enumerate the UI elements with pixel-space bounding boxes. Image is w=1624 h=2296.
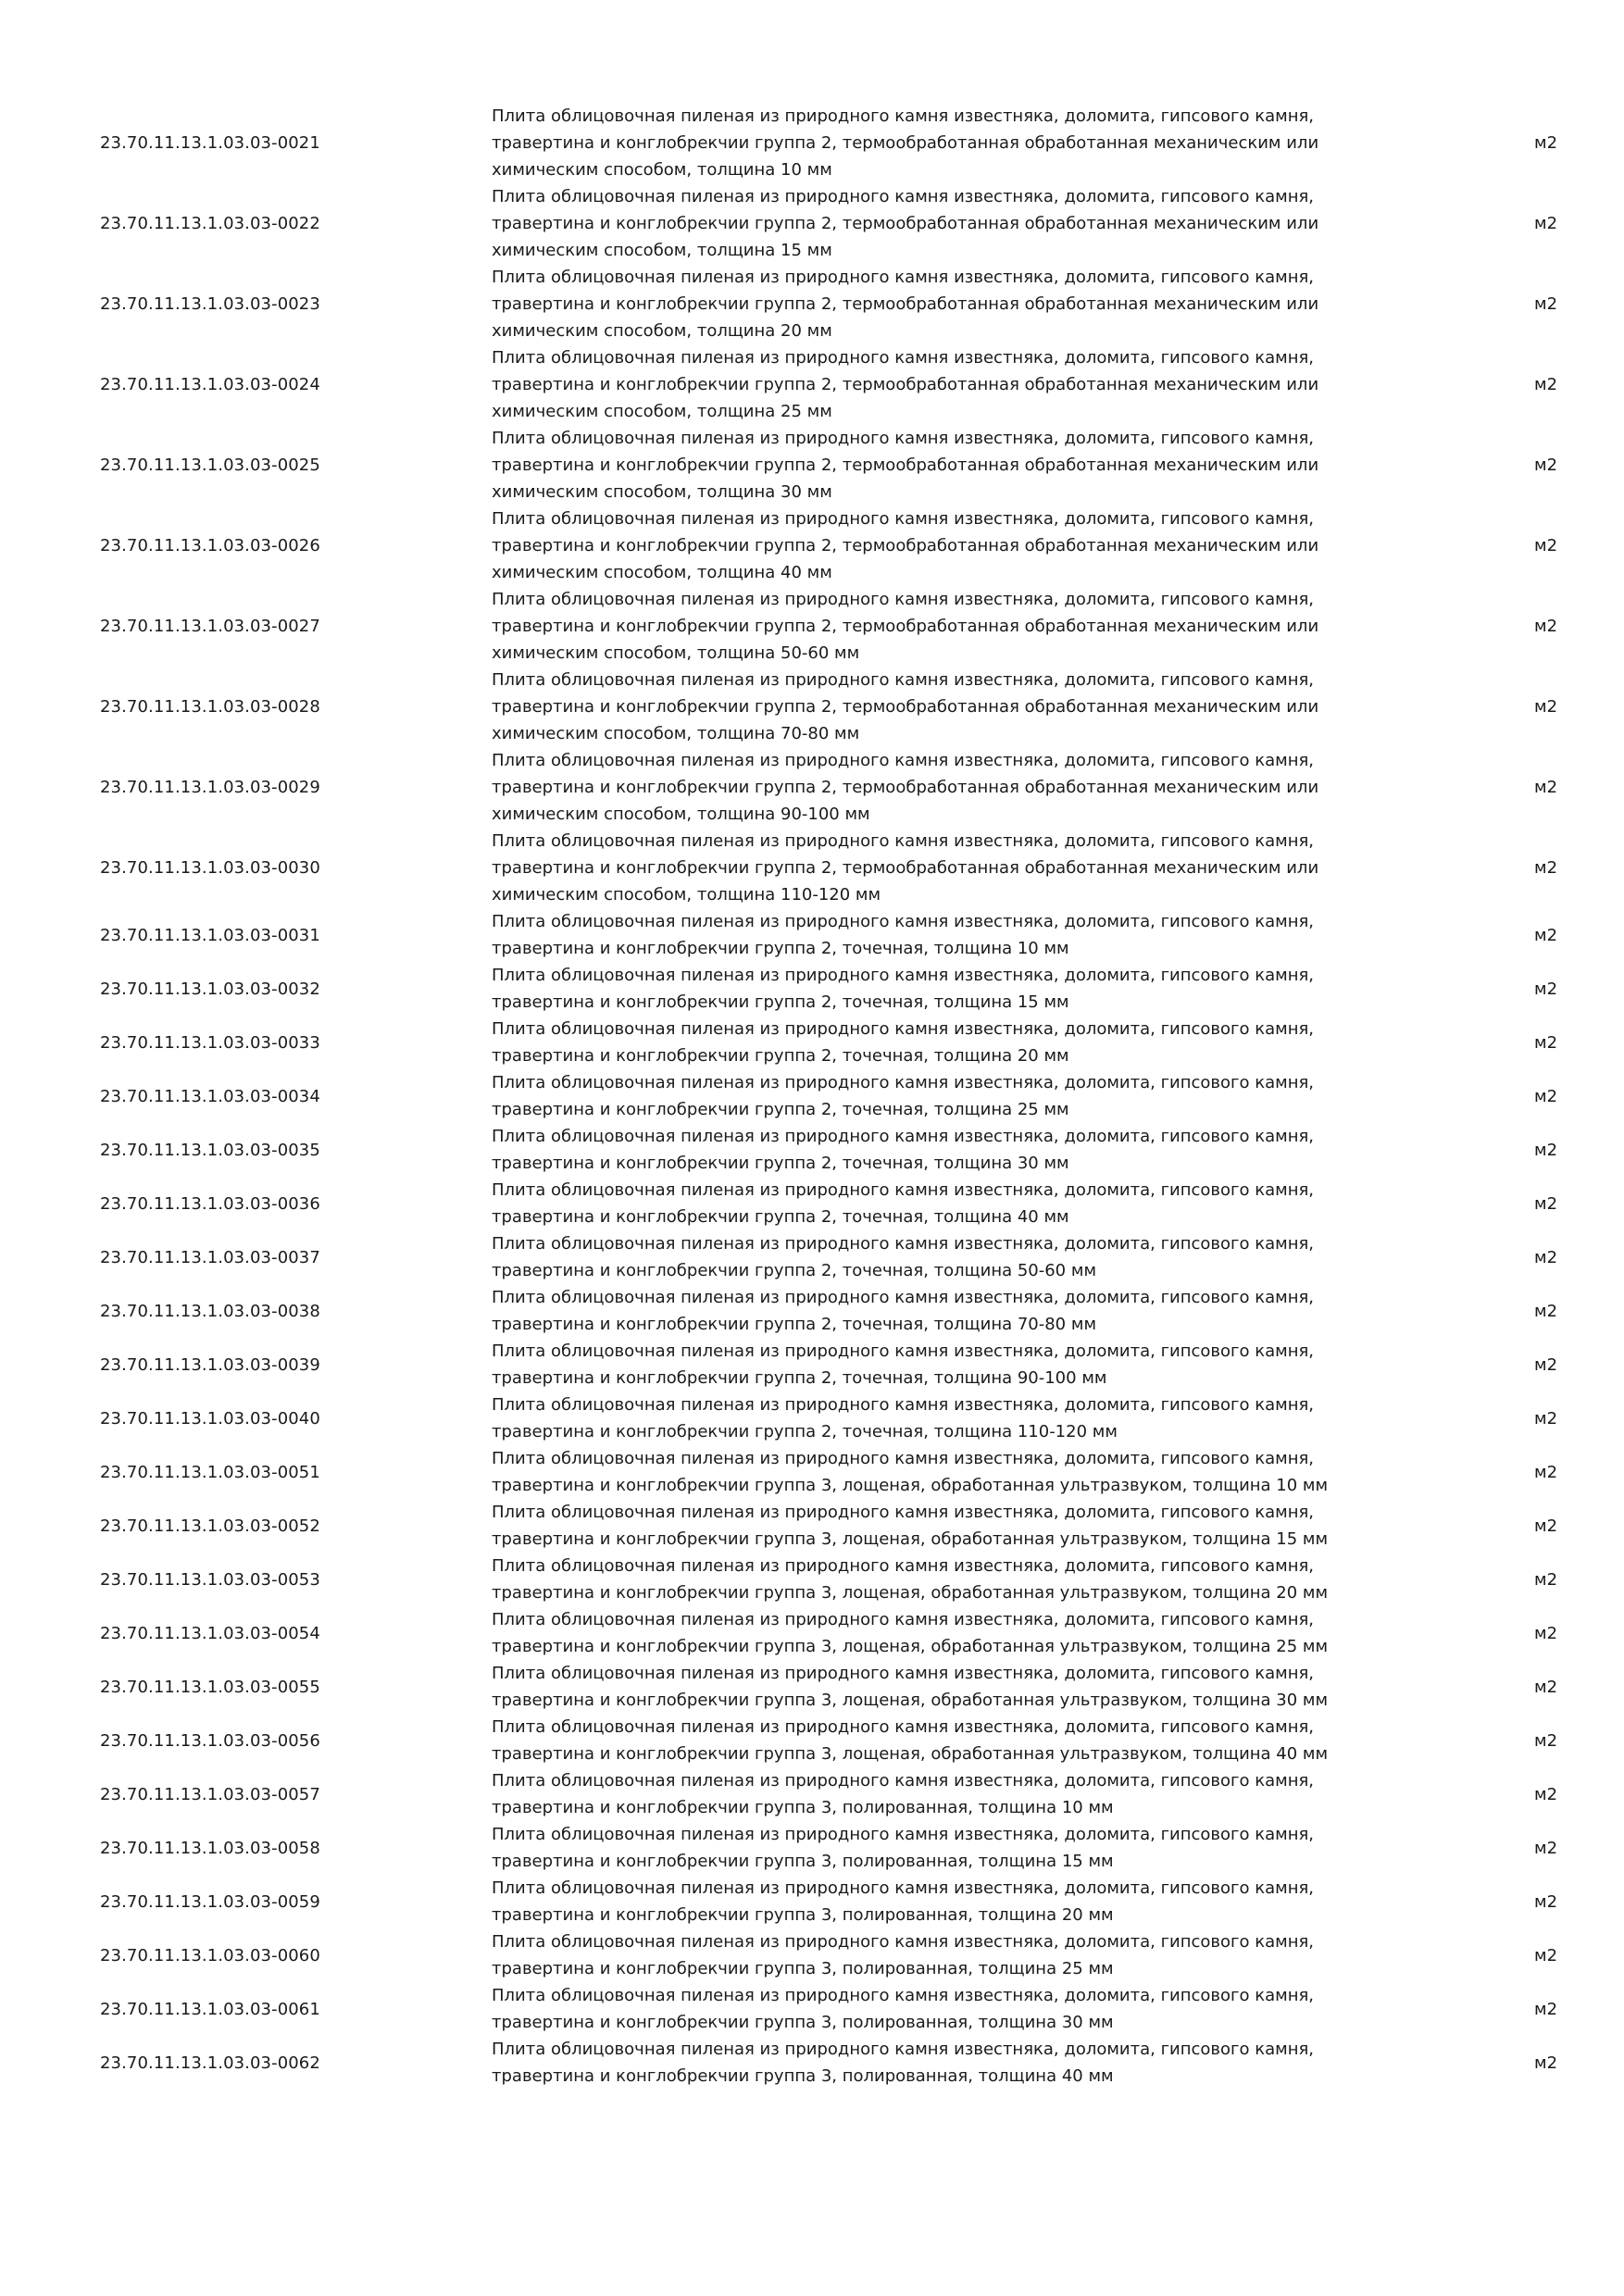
resource-code: 23.70.11.13.1.03.03-0024 <box>100 375 320 394</box>
description-line: травертина и конглобрекчии группа 3, полированная, толщина 40 мм <box>492 2066 1114 2086</box>
description-line: травертина и конглобрекчии группа 2, точечная, толщина 30 мм <box>492 1154 1069 1173</box>
table-row <box>0 1123 1624 1177</box>
description-line: Плита облицовочная пиленая из природного камня известняка, доломита, гипсового камня, <box>492 1556 1315 1576</box>
resource-description <box>492 183 1418 264</box>
resource-code: 23.70.11.13.1.03.03-0054 <box>100 1623 320 1643</box>
resource-description <box>492 425 1418 505</box>
resource-description <box>492 586 1418 667</box>
description-line: травертина и конглобрекчии группа 2, термообработанная обработанная механическим или <box>492 214 1319 233</box>
resource-description <box>492 747 1418 828</box>
resource-description <box>492 2036 1418 2090</box>
description-line: травертина и конглобрекчии группа 2, точечная, толщина 110-120 мм <box>492 1422 1118 1441</box>
description-line: Плита облицовочная пиленая из природного камня известняка, доломита, гипсового камня, <box>492 831 1315 851</box>
resource-code: 23.70.11.13.1.03.03-0029 <box>100 778 320 797</box>
resource-description <box>492 1606 1418 1660</box>
description-line: Плита облицовочная пиленая из природного камня известняка, доломита, гипсового камня, <box>492 187 1315 206</box>
description-line: травертина и конглобрекчии группа 2, термообработанная обработанная механическим или <box>492 697 1319 717</box>
resource-code: 23.70.11.13.1.03.03-0061 <box>100 1999 320 2019</box>
description-line: травертина и конглобрекчии группа 2, точечная, толщина 15 мм <box>492 992 1069 1012</box>
resource-code: 23.70.11.13.1.03.03-0023 <box>100 294 320 314</box>
resource-description <box>492 1875 1418 1928</box>
description-line: травертина и конглобрекчии группа 2, термообработанная обработанная механическим или <box>492 536 1319 555</box>
resource-code: 23.70.11.13.1.03.03-0022 <box>100 214 320 233</box>
table-row <box>0 1177 1624 1230</box>
unit-of-measure: м2 <box>1534 1301 1558 1321</box>
resource-description <box>492 908 1418 962</box>
resource-code: 23.70.11.13.1.03.03-0055 <box>100 1677 320 1697</box>
table-row <box>0 264 1624 344</box>
description-line: травертина и конглобрекчии группа 2, термообработанная обработанная механическим или <box>492 375 1319 394</box>
description-line: травертина и конглобрекчии группа 2, точечная, толщина 70-80 мм <box>492 1315 1097 1334</box>
unit-of-measure: м2 <box>1534 979 1558 999</box>
table-row <box>0 908 1624 962</box>
description-line: травертина и конглобрекчии группа 3, лощеная, обработанная ультразвуком, толщина 40 мм <box>492 1744 1329 1764</box>
unit-of-measure: м2 <box>1534 1623 1558 1643</box>
resource-description <box>492 1660 1418 1714</box>
resource-code: 23.70.11.13.1.03.03-0038 <box>100 1301 320 1321</box>
table-row <box>0 1553 1624 1606</box>
table-row <box>0 1660 1624 1714</box>
resource-description <box>492 1391 1418 1445</box>
unit-of-measure: м2 <box>1534 1086 1558 1106</box>
table-row <box>0 1714 1624 1767</box>
description-line: Плита облицовочная пиленая из природного камня известняка, доломита, гипсового камня, <box>492 966 1315 985</box>
description-line: Плита облицовочная пиленая из природного камня известняка, доломита, гипсового камня, <box>492 1771 1315 1791</box>
resource-code: 23.70.11.13.1.03.03-0028 <box>100 697 320 717</box>
description-line: Плита облицовочная пиленая из природного камня известняка, доломита, гипсового камня, <box>492 2040 1315 2059</box>
resource-description <box>492 344 1418 425</box>
description-line: Плита облицовочная пиленая из природного камня известняка, доломита, гипсового камня, <box>492 912 1315 931</box>
unit-of-measure: м2 <box>1534 1945 1558 1965</box>
description-line: травертина и конглобрекчии группа 3, лощеная, обработанная ультразвуком, толщина 10 мм <box>492 1476 1329 1495</box>
resource-code: 23.70.11.13.1.03.03-0057 <box>100 1784 320 1804</box>
resource-description <box>492 1069 1418 1123</box>
description-line: Плита облицовочная пиленая из природного камня известняка, доломита, гипсового камня, <box>492 1180 1315 1200</box>
unit-of-measure: м2 <box>1534 2053 1558 2073</box>
table-row <box>0 1982 1624 2036</box>
table-row <box>0 183 1624 264</box>
resource-description <box>492 1499 1418 1553</box>
description-line: травертина и конглобрекчии группа 2, термообработанная обработанная механическим или <box>492 455 1319 475</box>
resource-code: 23.70.11.13.1.03.03-0052 <box>100 1516 320 1536</box>
table-row <box>0 103 1624 183</box>
resource-code: 23.70.11.13.1.03.03-0031 <box>100 925 320 945</box>
resource-code: 23.70.11.13.1.03.03-0039 <box>100 1354 320 1375</box>
table-row <box>0 1928 1624 1982</box>
description-line: травертина и конглобрекчии группа 3, полированная, толщина 25 мм <box>492 1959 1114 1978</box>
resource-code: 23.70.11.13.1.03.03-0032 <box>100 979 320 999</box>
resource-code: 23.70.11.13.1.03.03-0027 <box>100 617 320 636</box>
unit-of-measure: м2 <box>1534 1569 1558 1590</box>
description-line: травертина и конглобрекчии группа 2, термообработанная обработанная механическим или <box>492 294 1319 314</box>
unit-of-measure: м2 <box>1534 925 1558 945</box>
description-line: Плита облицовочная пиленая из природного камня известняка, доломита, гипсового камня, <box>492 1395 1315 1415</box>
resource-description <box>492 962 1418 1016</box>
description-line: Плита облицовочная пиленая из природного камня известняка, доломита, гипсового камня, <box>492 1664 1315 1683</box>
description-line: травертина и конглобрекчии группа 2, термообработанная обработанная механическим или <box>492 778 1319 797</box>
description-line: Плита облицовочная пиленая из природного камня известняка, доломита, гипсового камня, <box>492 1288 1315 1307</box>
table-row <box>0 344 1624 425</box>
unit-of-measure: м2 <box>1534 1408 1558 1429</box>
description-line: химическим способом, толщина 70-80 мм <box>492 724 860 743</box>
description-line: Плита облицовочная пиленая из природного камня известняка, доломита, гипсового камня, <box>492 348 1315 368</box>
description-line: травертина и конглобрекчии группа 2, термообработанная обработанная механическим или <box>492 133 1319 153</box>
description-line: Плита облицовочная пиленая из природного камня известняка, доломита, гипсового камня, <box>492 1341 1315 1361</box>
description-line: травертина и конглобрекчии группа 2, точечная, толщина 25 мм <box>492 1100 1069 1119</box>
unit-of-measure: м2 <box>1534 536 1558 555</box>
description-line: Плита облицовочная пиленая из природного камня известняка, доломита, гипсового камня, <box>492 509 1315 529</box>
resource-description <box>492 1123 1418 1177</box>
table-row <box>0 425 1624 505</box>
description-line: химическим способом, толщина 10 мм <box>492 160 832 180</box>
table-row <box>0 505 1624 586</box>
description-line: Плита облицовочная пиленая из природного камня известняка, доломита, гипсового камня, <box>492 751 1315 770</box>
description-line: Плита облицовочная пиленая из природного камня известняка, доломита, гипсового камня, <box>492 1127 1315 1146</box>
description-line: химическим способом, толщина 30 мм <box>492 482 832 502</box>
description-line: Плита облицовочная пиленая из природного камня известняка, доломита, гипсового камня, <box>492 670 1315 690</box>
unit-of-measure: м2 <box>1534 375 1558 394</box>
table-row <box>0 962 1624 1016</box>
resource-description <box>492 1714 1418 1767</box>
unit-of-measure: м2 <box>1534 1838 1558 1858</box>
table-row <box>0 1499 1624 1553</box>
table-row <box>0 1284 1624 1338</box>
description-line: Плита облицовочная пиленая из природного камня известняка, доломита, гипсового камня, <box>492 1610 1315 1629</box>
resource-description <box>492 264 1418 344</box>
description-line: травертина и конглобрекчии группа 3, лощеная, обработанная ультразвуком, толщина 15 мм <box>492 1529 1329 1549</box>
table-row <box>0 586 1624 667</box>
description-line: травертина и конглобрекчии группа 2, точечная, толщина 10 мм <box>492 939 1069 958</box>
description-line: химическим способом, толщина 15 мм <box>492 241 832 260</box>
resource-description <box>492 1445 1418 1499</box>
unit-of-measure: м2 <box>1534 1247 1558 1267</box>
resource-code: 23.70.11.13.1.03.03-0033 <box>100 1032 320 1053</box>
description-line: Плита облицовочная пиленая из природного камня известняка, доломита, гипсового камня, <box>492 106 1315 126</box>
description-line: Плита облицовочная пиленая из природного камня известняка, доломита, гипсового камня, <box>492 1825 1315 1844</box>
table-row <box>0 2036 1624 2090</box>
resource-description <box>492 505 1418 586</box>
table-row <box>0 1338 1624 1391</box>
resource-code: 23.70.11.13.1.03.03-0026 <box>100 536 320 555</box>
unit-of-measure: м2 <box>1534 1677 1558 1697</box>
description-line: травертина и конглобрекчии группа 3, полированная, толщина 20 мм <box>492 1905 1114 1925</box>
resource-code: 23.70.11.13.1.03.03-0040 <box>100 1408 320 1429</box>
unit-of-measure: м2 <box>1534 1193 1558 1214</box>
description-line: Плита облицовочная пиленая из природного камня известняка, доломита, гипсового камня, <box>492 429 1315 448</box>
resource-code: 23.70.11.13.1.03.03-0053 <box>100 1569 320 1590</box>
resource-code: 23.70.11.13.1.03.03-0060 <box>100 1945 320 1965</box>
table-row <box>0 1821 1624 1875</box>
description-line: травертина и конглобрекчии группа 2, термообработанная обработанная механическим или <box>492 617 1319 636</box>
description-line: травертина и конглобрекчии группа 2, точечная, толщина 20 мм <box>492 1046 1069 1066</box>
description-line: травертина и конглобрекчии группа 3, лощеная, обработанная ультразвуком, толщина 30 мм <box>492 1691 1329 1710</box>
resource-description <box>492 1928 1418 1982</box>
resource-code: 23.70.11.13.1.03.03-0062 <box>100 2053 320 2073</box>
unit-of-measure: м2 <box>1534 133 1558 153</box>
unit-of-measure: м2 <box>1534 617 1558 636</box>
resource-code: 23.70.11.13.1.03.03-0036 <box>100 1193 320 1214</box>
description-line: химическим способом, толщина 25 мм <box>492 402 832 421</box>
resource-description <box>492 1982 1418 2036</box>
description-line: Плита облицовочная пиленая из природного камня известняка, доломита, гипсового камня, <box>492 1449 1315 1468</box>
unit-of-measure: м2 <box>1534 1032 1558 1053</box>
table-row <box>0 667 1624 747</box>
table-row <box>0 1016 1624 1069</box>
resource-code: 23.70.11.13.1.03.03-0056 <box>100 1730 320 1751</box>
unit-of-measure: м2 <box>1534 1462 1558 1482</box>
table-row <box>0 1445 1624 1499</box>
description-line: Плита облицовочная пиленая из природного камня известняка, доломита, гипсового камня, <box>492 1234 1315 1254</box>
unit-of-measure: м2 <box>1534 1999 1558 2019</box>
unit-of-measure: м2 <box>1534 1891 1558 1912</box>
resource-description <box>492 1177 1418 1230</box>
table-row <box>0 1230 1624 1284</box>
resource-code: 23.70.11.13.1.03.03-0051 <box>100 1462 320 1482</box>
table-row <box>0 1391 1624 1445</box>
table-row <box>0 1606 1624 1660</box>
resource-description <box>492 1338 1418 1391</box>
unit-of-measure: м2 <box>1534 858 1558 878</box>
resource-code: 23.70.11.13.1.03.03-0058 <box>100 1838 320 1858</box>
unit-of-measure: м2 <box>1534 778 1558 797</box>
resource-description <box>492 1016 1418 1069</box>
unit-of-measure: м2 <box>1534 455 1558 475</box>
description-line: Плита облицовочная пиленая из природного камня известняка, доломита, гипсового камня, <box>492 590 1315 609</box>
table-row <box>0 1875 1624 1928</box>
description-line: Плита облицовочная пиленая из природного камня известняка, доломита, гипсового камня, <box>492 268 1315 287</box>
description-line: химическим способом, толщина 20 мм <box>492 321 832 341</box>
resource-code: 23.70.11.13.1.03.03-0037 <box>100 1247 320 1267</box>
resource-code: 23.70.11.13.1.03.03-0025 <box>100 455 320 475</box>
table-row <box>0 1069 1624 1123</box>
resource-description <box>492 828 1418 908</box>
resource-code: 23.70.11.13.1.03.03-0034 <box>100 1086 320 1106</box>
description-line: Плита облицовочная пиленая из природного камня известняка, доломита, гипсового камня, <box>492 1878 1315 1898</box>
description-line: травертина и конглобрекчии группа 3, полированная, толщина 10 мм <box>492 1798 1114 1817</box>
unit-of-measure: м2 <box>1534 214 1558 233</box>
resource-code: 23.70.11.13.1.03.03-0030 <box>100 858 320 878</box>
unit-of-measure: м2 <box>1534 294 1558 314</box>
description-line: Плита облицовочная пиленая из природного камня известняка, доломита, гипсового камня, <box>492 1073 1315 1092</box>
description-line: химическим способом, толщина 40 мм <box>492 563 832 582</box>
resource-description <box>492 1230 1418 1284</box>
table-row <box>0 828 1624 908</box>
description-line: травертина и конглобрекчии группа 2, точечная, толщина 40 мм <box>492 1207 1069 1227</box>
description-line: химическим способом, толщина 50-60 мм <box>492 643 860 663</box>
description-line: травертина и конглобрекчии группа 3, лощеная, обработанная ультразвуком, толщина 20 мм <box>492 1583 1329 1603</box>
resource-description <box>492 1284 1418 1338</box>
description-line: Плита облицовочная пиленая из природного камня известняка, доломита, гипсового камня, <box>492 1717 1315 1737</box>
resource-description <box>492 103 1418 183</box>
description-line: Плита облицовочная пиленая из природного камня известняка, доломита, гипсового камня, <box>492 1503 1315 1522</box>
description-line: травертина и конглобрекчии группа 3, полированная, толщина 30 мм <box>492 2013 1114 2032</box>
description-line: травертина и конглобрекчии группа 3, полированная, толщина 15 мм <box>492 1852 1114 1871</box>
description-line: Плита облицовочная пиленая из природного камня известняка, доломита, гипсового камня, <box>492 1932 1315 1952</box>
unit-of-measure: м2 <box>1534 1730 1558 1751</box>
description-line: Плита облицовочная пиленая из природного камня известняка, доломита, гипсового камня, <box>492 1986 1315 2005</box>
unit-of-measure: м2 <box>1534 697 1558 717</box>
resource-description <box>492 667 1418 747</box>
resource-code: 23.70.11.13.1.03.03-0021 <box>100 133 320 153</box>
description-line: химическим способом, толщина 110-120 мм <box>492 885 881 905</box>
unit-of-measure: м2 <box>1534 1516 1558 1536</box>
resource-code: 23.70.11.13.1.03.03-0035 <box>100 1140 320 1160</box>
resource-description <box>492 1821 1418 1875</box>
unit-of-measure: м2 <box>1534 1354 1558 1375</box>
description-line: химическим способом, толщина 90-100 мм <box>492 805 870 824</box>
description-line: травертина и конглобрекчии группа 3, лощеная, обработанная ультразвуком, толщина 25 мм <box>492 1637 1329 1656</box>
resource-code: 23.70.11.13.1.03.03-0059 <box>100 1891 320 1912</box>
description-line: травертина и конглобрекчии группа 2, термообработанная обработанная механическим или <box>492 858 1319 878</box>
resource-description <box>492 1767 1418 1821</box>
resource-description <box>492 1553 1418 1606</box>
unit-of-measure: м2 <box>1534 1140 1558 1160</box>
unit-of-measure: м2 <box>1534 1784 1558 1804</box>
table-row <box>0 1767 1624 1821</box>
description-line: травертина и конглобрекчии группа 2, точечная, толщина 90-100 мм <box>492 1368 1107 1388</box>
description-line: Плита облицовочная пиленая из природного камня известняка, доломита, гипсового камня, <box>492 1019 1315 1039</box>
description-line: травертина и конглобрекчии группа 2, точечная, толщина 50-60 мм <box>492 1261 1097 1280</box>
table-row <box>0 747 1624 828</box>
